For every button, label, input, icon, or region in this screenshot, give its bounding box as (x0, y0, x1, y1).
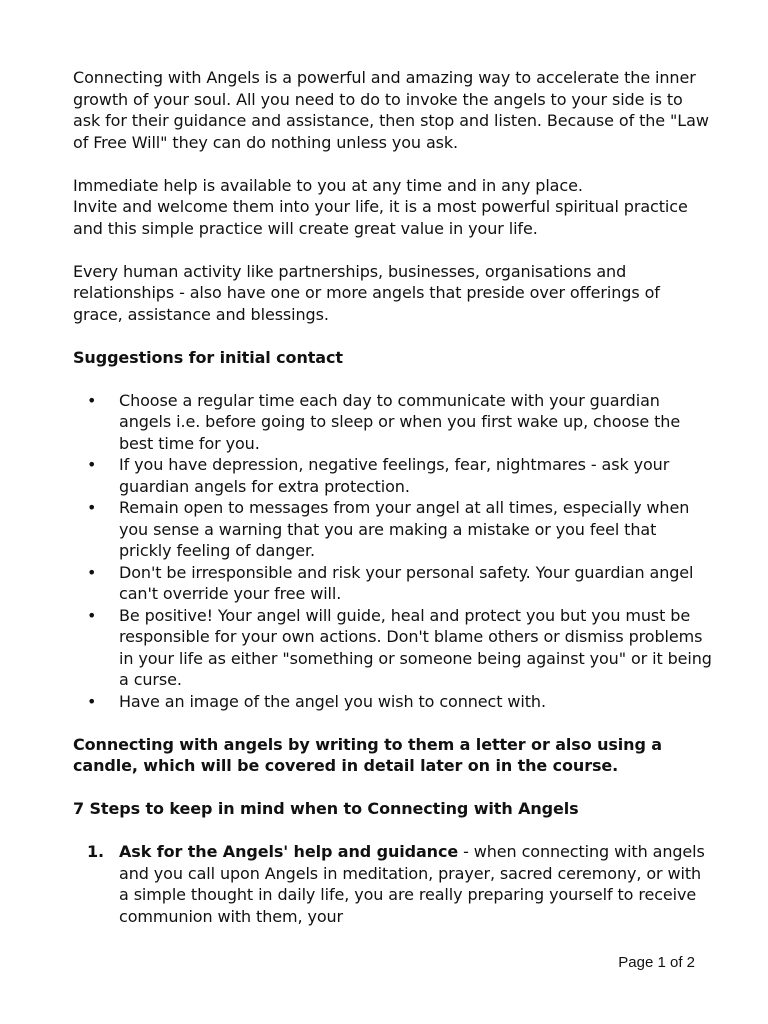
step-text: - when connecting with angels and you call upon Angels in meditation, prayer, sacred ceremony, or with a simple thought in daily life, you are really preparing yourself to receive communion with them, your (119, 842, 705, 926)
bullet-icon: • (87, 498, 97, 517)
list-item (73, 454, 713, 497)
page-number: Page 1 of 2 (618, 954, 695, 971)
document-body (73, 67, 713, 927)
bullet-icon: • (87, 455, 97, 474)
steps-heading: 7 Steps to keep in mind when to Connecting with Angels (73, 799, 579, 818)
list-item (73, 841, 713, 927)
suggestions-list (73, 390, 713, 713)
list-item-text: Have an image of the angel you wish to connect with. (119, 691, 546, 711)
list-item (73, 390, 713, 455)
help-paragraph-line-1: Immediate help is available to you at any time and in any place. (73, 175, 583, 195)
list-item (73, 605, 713, 691)
step-title: Ask for the Angels' help and guidance (119, 842, 459, 861)
suggestions-heading: Suggestions for initial contact (73, 347, 343, 367)
bullet-icon: • (87, 562, 97, 582)
list-item-text: Choose a regular time each day to communicate with your guardian angels i.e. before going to sleep or when you first wake up, choose the best time for you. (119, 390, 681, 453)
step-number: 1. (87, 842, 105, 861)
activity-paragraph: Every human activity like partnerships, businesses, organisations and relationships - also have one or more angels that preside over offerings of grace, assistance and blessings. (73, 261, 660, 324)
list-item (73, 562, 713, 605)
list-item-text: Be positive! Your angel will guide, heal and protect you but you must be responsible for your own actions. Don't blame others or dismiss problems in your life as either "something or someone being against you" or it being a curse. (119, 605, 712, 689)
bullet-icon: • (87, 390, 97, 410)
steps-list (73, 841, 713, 927)
list-item-text: Don't be irresponsible and risk your personal safety. Your guardian angel can't override your free will. (119, 562, 694, 603)
bullet-icon: • (87, 691, 97, 711)
list-item (73, 497, 713, 562)
list-item (73, 691, 713, 713)
writing-note: Connecting with angels by writing to them a letter or also using a candle, which will be covered in detail later on in the course. (73, 734, 662, 775)
help-paragraph (73, 175, 713, 240)
intro-paragraph: Connecting with Angels is a powerful and amazing way to accelerate the inner growth of your soul. All you need to do to invoke the angels to your side is to ask for their guidance and assistance, then stop and listen. Because of the "Law of Free Will" they can do nothing unless you ask. (73, 68, 709, 152)
help-paragraph-line-2: Invite and welcome them into your life, it is a most powerful spiritual practice and this simple practice will create great value in your life. (73, 197, 688, 238)
list-item-text: If you have depression, negative feelings, fear, nightmares - ask your guardian angels for extra protection. (119, 455, 670, 496)
list-item-text: Remain open to messages from your angel at all times, especially when you sense a warning that you are making a mistake or you feel that prickly feeling of danger. (119, 498, 690, 560)
bullet-icon: • (87, 605, 97, 625)
